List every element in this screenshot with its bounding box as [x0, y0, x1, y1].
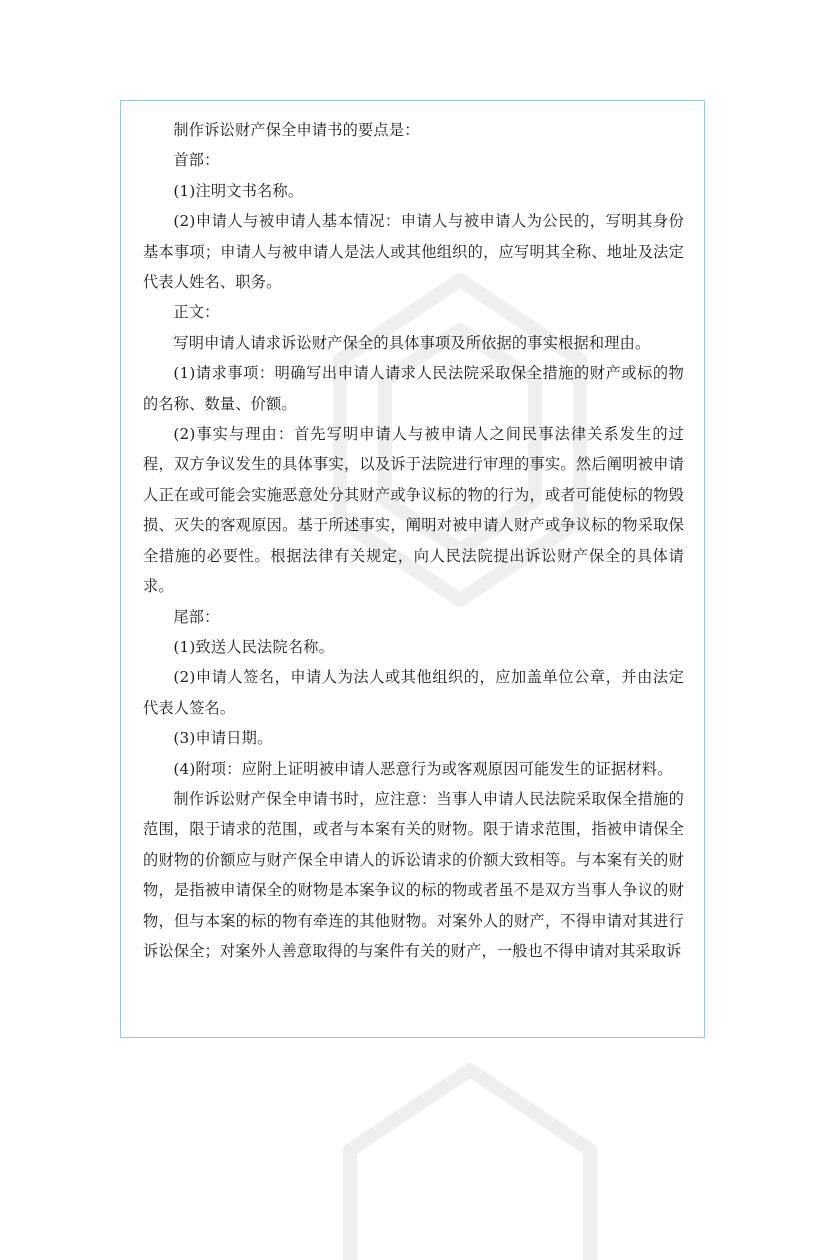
footer-item-3: (3)申请日期。	[173, 729, 273, 748]
document-frame	[120, 100, 705, 1038]
body-summary-paragraph: 写明申请人请求诉讼财产保全的具体事项及所依据的事实根据和理由。	[173, 333, 651, 352]
section-heading-footer: 尾部：	[173, 607, 220, 626]
intro-paragraph: 制作诉讼财产保全申请书的要点是：	[173, 121, 420, 139]
footer-item-1: (1)致送人民法院名称。	[173, 637, 334, 656]
section-heading-header: 首部：	[173, 151, 220, 170]
footer-item-2: (2)申请人签名，申请人为法人或其他组织的，应加盖单位公章，并由法定代表人签名。	[143, 668, 684, 717]
body-item-2: (2)事实与理由：首先写明申请人与被申请人之间民事法律关系发生的过程，双方争议发生的具体事实，以及诉于法院进行审理的事实。然后阐明被申请人正在或可能会实施恶意处分其财产或争议标的物的行为，或者可能使标的物毁损、灭失的客观原因。基于所述事实，阐明对被申请人财产或争议标的物采取保全措施的必要性。根据法律有关规定，向人民法院提出诉讼财产保全的具体请求。	[143, 425, 684, 596]
section-heading-body: 正文：	[173, 303, 220, 322]
watermark-logo-icon	[340, 1060, 600, 1260]
body-item-1: (1)请求事项：明确写出申请人请求人民法院采取保全措施的财产或标的物的名称、数量、价额。	[143, 364, 684, 413]
notes-paragraph: 制作诉讼财产保全申请书时，应注意：当事人申请人民法院采取保全措施的范围，限于请求的范围，或者与本案有关的财物。限于请求范围，指被申请保全的财物的价额应与财产保全申请人的诉讼请求的价额大致相等。与本案有关的财物，是指被申请保全的财物是本案争议的标的物或者虽不是双方当事人争议的财物，但与本案的标的物有牵连的其他财物。对案外人的财产，不得申请对其进行诉讼保全；对案外人善意取得的与案件有关的财产，一般也不得申请对其采取诉	[143, 789, 684, 960]
footer-item-4: (4)附项：应附上证明被申请人恶意行为或客观原因可能发生的证据材料。	[173, 759, 673, 778]
header-item-1: (1)注明文书名称。	[173, 181, 304, 200]
header-item-2: (2)申请人与被申请人基本情况：申请人与被申请人为公民的，写明其身份基本事项；申请人与被申请人是法人或其他组织的，应写明其全称、地址及法定代表人姓名、职务。	[143, 212, 684, 292]
document-body	[121, 101, 704, 966]
